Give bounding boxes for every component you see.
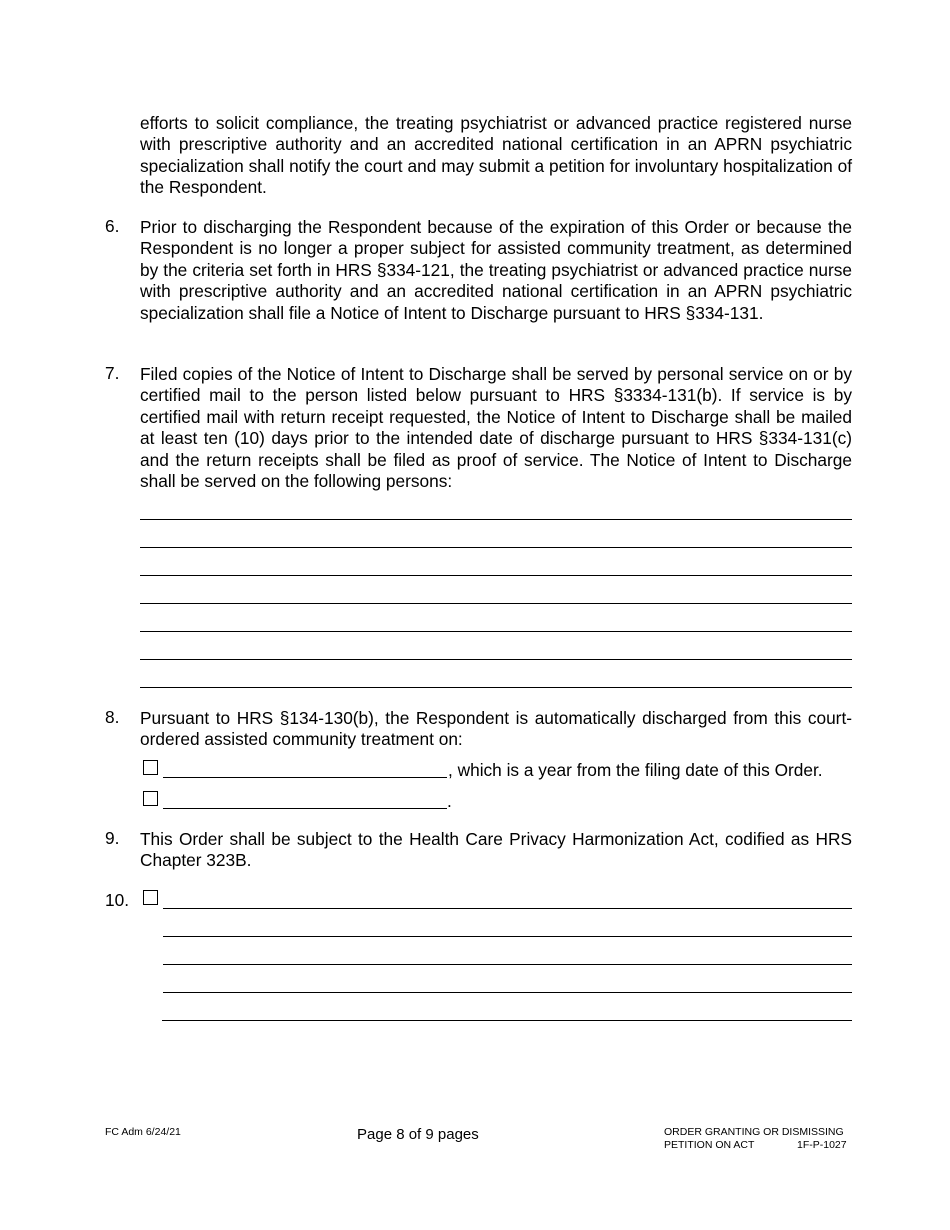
item-8-text: Pursuant to HRS §134-130(b), the Respondent is automatically discharged from this court-ordered assisted community treatment on:: [140, 708, 852, 750]
item-10-number: 10.: [105, 890, 130, 910]
item-8-number: 8.: [105, 707, 120, 727]
item-10-line[interactable]: [163, 992, 852, 993]
served-person-line[interactable]: [140, 547, 852, 548]
item-9-text: This Order shall be subject to the Health Care Privacy Harmonization Act, codified as HRS Chapter 323B.: [140, 829, 852, 871]
served-person-line[interactable]: [140, 631, 852, 632]
item-10-line[interactable]: [163, 964, 852, 965]
footer-title-row2: [664, 1139, 854, 1152]
discharge-date-option-1-text: , which is a year from the filing date of this Order.: [448, 760, 823, 780]
discharge-date-option-2-text: .: [447, 791, 452, 811]
discharge-date-option-2-checkbox[interactable]: [143, 791, 158, 806]
footer-page-label: Page 8 of 9 pages: [357, 1126, 479, 1143]
footer-title-line2: PETITION ON ACT: [664, 1138, 755, 1151]
item-9-number: 9.: [105, 828, 120, 848]
item-10-line[interactable]: [163, 936, 852, 937]
item-7-text: Filed copies of the Notice of Intent to Discharge shall be served by personal service on or by certified mail to the person listed below pursuant to HRS §3334-131(b). If service is by certified mail with return receipt requested, the Notice of Intent to Discharge shall be mailed at least ten (10) days prior to the intended date of discharge pursuant to HRS §334-131(c) and the return receipts shall be filed as proof of service. The Notice of Intent to Discharge shall be served on the following persons:: [140, 364, 852, 492]
served-person-line[interactable]: [140, 603, 852, 604]
footer-form-date: FC Adm 6/24/21: [105, 1126, 181, 1138]
item-6-text: Prior to discharging the Respondent because of the expiration of this Order or because the Respondent is no longer a proper subject for assisted community treatment, as determined by the criteria set forth in HRS §334-121, the treating psychiatrist or advanced practice nurse with prescriptive authority and an accredited national certification in an APRN psychiatric specialization shall file a Notice of Intent to Discharge pursuant to HRS §334-131.: [140, 217, 852, 323]
item-10-line[interactable]: [163, 908, 852, 909]
footer-form-number: 1F-P-1027: [797, 1138, 847, 1151]
item-10-checkbox[interactable]: [143, 890, 158, 905]
served-person-line[interactable]: [140, 659, 852, 660]
served-person-line[interactable]: [140, 519, 852, 520]
served-person-line[interactable]: [140, 575, 852, 576]
discharge-date-option-1-blank[interactable]: [163, 777, 447, 778]
item-7-number: 7.: [105, 363, 120, 383]
discharge-date-option-1-checkbox[interactable]: [143, 760, 158, 775]
footer-title-line1: ORDER GRANTING OR DISMISSING: [664, 1126, 844, 1138]
discharge-date-option-2-blank[interactable]: [163, 808, 447, 809]
intro-paragraph: efforts to solicit compliance, the treating psychiatrist or advanced practice registered nurse with prescriptive authority and an accredited national certification in an APRN psychiatric specialization shall notify the court and may submit a petition for involuntary hospitalization of the Respondent.: [140, 113, 852, 198]
item-10-line[interactable]: [162, 1020, 852, 1021]
served-person-line[interactable]: [140, 687, 852, 688]
item-6-number: 6.: [105, 216, 120, 236]
footer-form-title: [664, 1126, 854, 1151]
